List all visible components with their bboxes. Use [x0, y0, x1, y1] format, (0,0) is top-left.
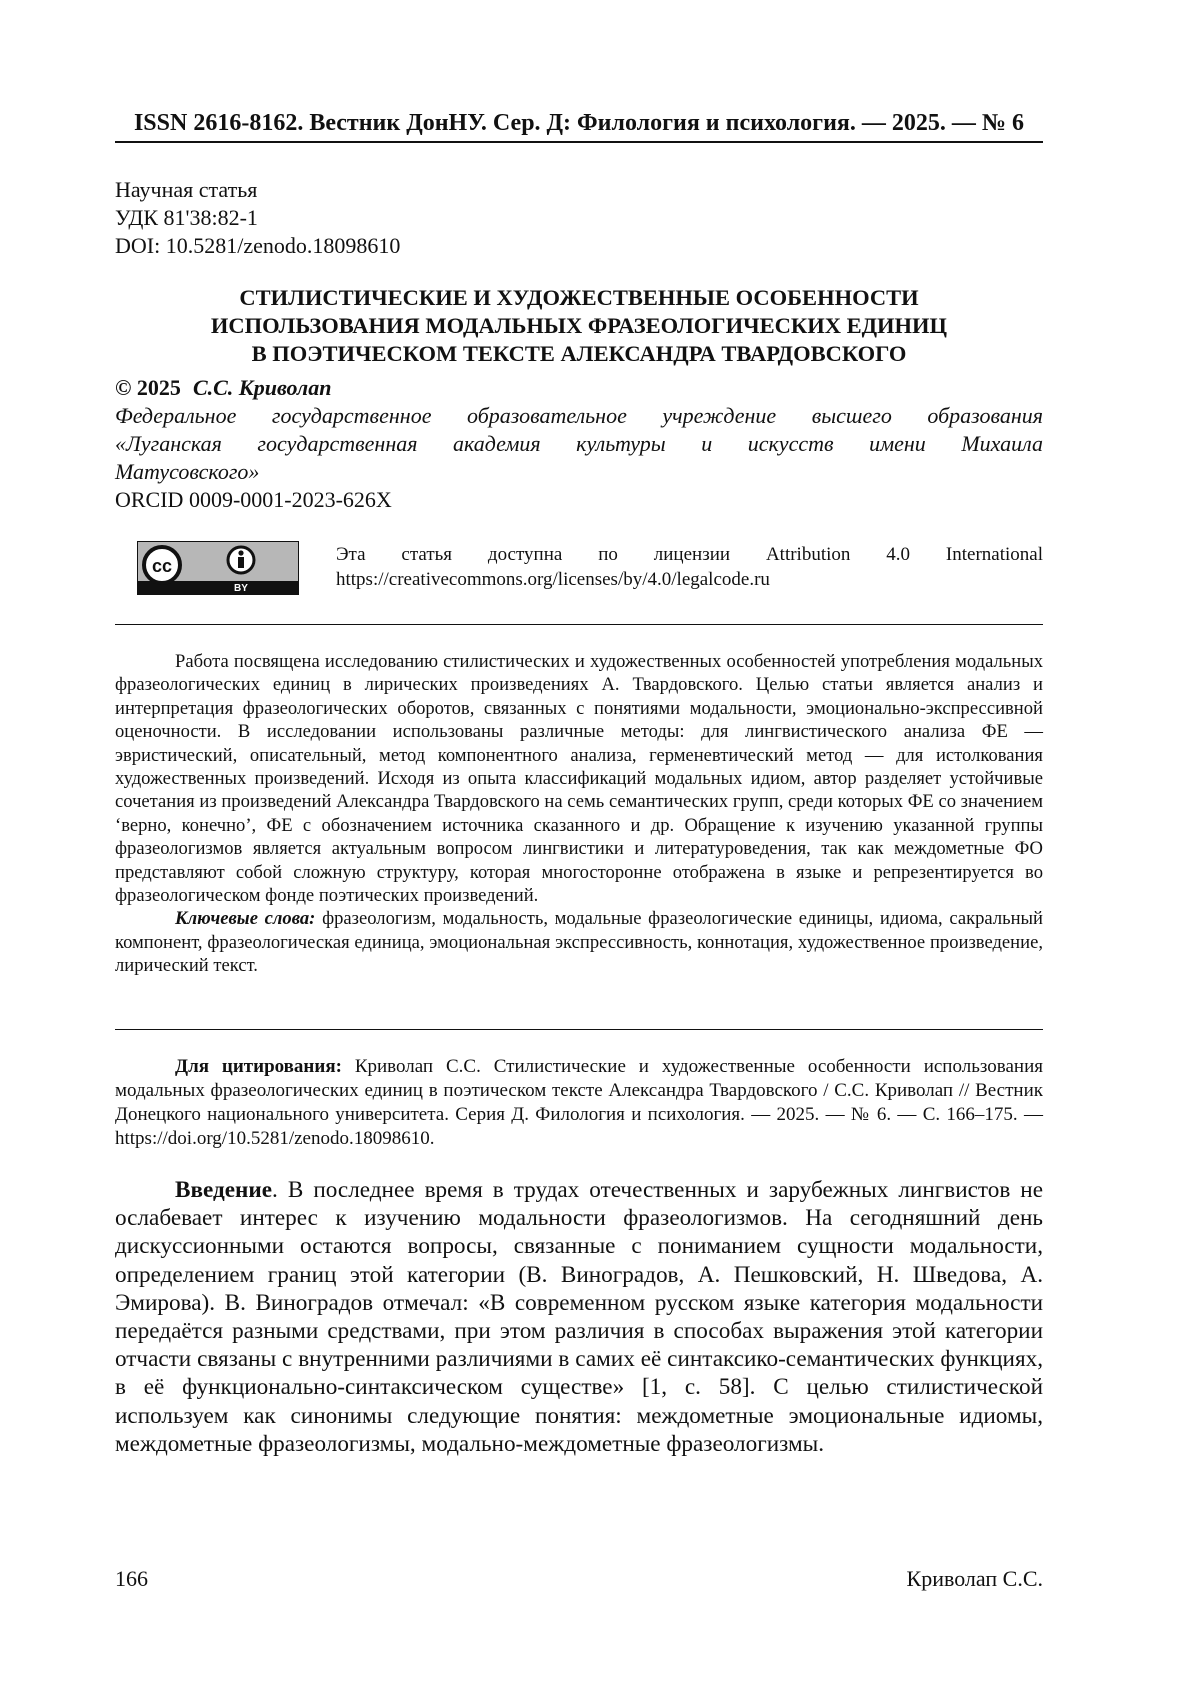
- by-label: BY: [234, 583, 248, 594]
- article-meta: [115, 176, 400, 260]
- doi: DOI: 10.5281/zenodo.18098610: [115, 233, 401, 258]
- title-line-2: ИСПОЛЬЗОВАНИЯ МОДАЛЬНЫХ ФРАЗЕОЛОГИЧЕСКИХ ЕДИНИЦ: [210, 313, 948, 338]
- affiliation-line-1: Федеральное государственное образовательное учреждение высшего образования: [115, 403, 1043, 428]
- affiliation: [115, 402, 1043, 486]
- title-line-3: В ПОЭТИЧЕСКОМ ТЕКСТЕ АЛЕКСАНДРА ТВАРДОВСКОГО: [251, 341, 907, 366]
- copyright-year: © 2025: [115, 375, 181, 400]
- license-text-line: Эта статья доступна по лицензии Attribution 4.0 International: [336, 544, 1043, 565]
- cc-glyph: cc: [151, 556, 173, 576]
- affiliation-line-2: «Луганская государственная академия культуры и искусств имени Михаила: [115, 431, 1043, 456]
- keywords-label: Ключевые слова:: [175, 908, 316, 930]
- license-notice: [336, 542, 1043, 592]
- license-url[interactable]: https://creativecommons.org/licenses/by/4.0/legalcode.ru: [336, 569, 770, 590]
- udc-code: УДК 81'38:82-1: [115, 205, 258, 230]
- orcid: ORCID 0009-0001-2023-626X: [115, 487, 392, 512]
- introduction: [115, 1176, 1043, 1458]
- affiliation-line-3: Матусовского»: [115, 459, 260, 484]
- divider-bottom: [115, 1029, 1043, 1030]
- keywords: [115, 907, 1043, 977]
- abstract-text: Работа посвящена исследованию стилистических и художественных особенностей употребления модальных фразеологических единиц в лирических произведениях А. Твардовского. Целью статьи является анализ и интерпретация фразеологических оборотов, связанных с понятиями модальности, эмоционально-экспрессивной оценочности. В исследовании использованы различные методы: для лингвистического анализа ФЕ — эвристический, описательный, метод компонентного анализа, герменевтический метод — для истолкования художественных произведений. Исходя из опыта классификаций модальных идиом, автор разделяет устойчивые сочетания из произведений Александра Твардовского на семь семантических групп, среди которых ФЕ со значением ‘верно, конечно’, ФЕ с обозначением источника сказанного и др. Обращение к изучению указанной группы фразеологизмов является актуальным вопросом лингвистики и литературоведения, так как междометные ФО представляют собой сложную структуру, которая многосторонне отображена в языке и репрезентируется во фразеологическом фонде поэтических произведений.: [115, 651, 1043, 907]
- author-line: [115, 374, 331, 402]
- article-type: Научная статья: [115, 177, 258, 202]
- cc-by-license-badge: [137, 541, 299, 595]
- intro-text: . В последнее время в трудах отечественных и зарубежных лингвистов не ослабевает интерес к изучению модальности фразеологизмов. На сегодняшний день дискуссионными остаются вопросы, связанные с пониманием сущности модальности, определением границ этой категории (В. Виноградов, А. Пешковский, Н. Шведова, А. Эмирова). В. Виноградов отмечал: «В современном русском языке категория модальности передаётся разными средствами, при этом различия в способах выражения этой категории отчасти связаны с внутренними различиями в самих её синтаксико-семантических функциях, в её функционально-синтаксическом существе» [1, с. 58]. С целью стилистической используем как синонимы следующие понятия: междометные эмоциональные идиомы, междометные фразеологизмы, модально-междометные фразеологизмы.: [115, 1177, 1043, 1457]
- page-number: 166: [115, 1566, 148, 1591]
- author-name: С.С. Криволап: [192, 375, 332, 400]
- running-header: ISSN 2616-8162. Вестник ДонНУ. Сер. Д: Филология и психология. — 2025. — № 6: [115, 110, 1043, 143]
- intro-heading: Введение: [175, 1177, 273, 1203]
- citation-label: Для цитирования:: [175, 1056, 342, 1077]
- citation-block: [115, 1055, 1043, 1151]
- title-line-1: СТИЛИСТИЧЕСКИЕ И ХУДОЖЕСТВЕННЫЕ ОСОБЕННОСТИ: [239, 285, 919, 310]
- footer-author: Криволап С.С.: [906, 1566, 1043, 1591]
- cc-by-icon: [138, 542, 298, 594]
- abstract: [115, 650, 1043, 978]
- divider-top: [115, 624, 1043, 625]
- citation-text: Криволап С.С. Стилистические и художественные особенности использования модальных фразеологических единиц в поэтическом тексте Александра Твардовского / С.С. Криволап // Вестник Донецкого национального университета. Серия Д. Филология и психология. — 2025. — № 6. — С. 166–175. — https://doi.org/10.5281/zenodo.18098610.: [115, 1056, 1043, 1149]
- article-title: [115, 284, 1043, 368]
- keywords-list: фразеологизм, модальность, модальные фразеологические единицы, идиома, сакральный компонент, фразеологическая единица, эмоциональная экспрессивность, коннотация, художественное произведение, лирический текст.: [115, 908, 1044, 977]
